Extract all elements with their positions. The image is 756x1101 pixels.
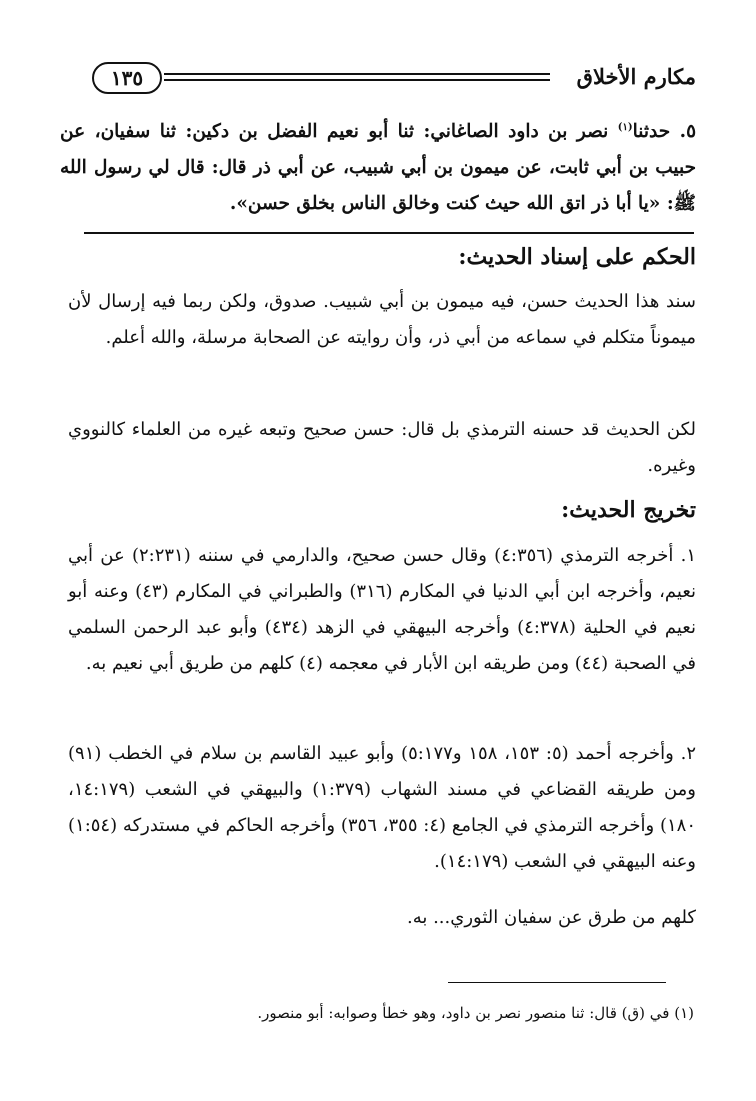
book-title: مكارم الأخلاق bbox=[576, 64, 696, 89]
hadith-line2: عن حبيب بن أبي ثابت، عن ميمون بن أبي شبيب، عن أبي ذر قال: قال لي bbox=[60, 121, 697, 179]
takhrij-item-1: ١. أخرجه الترمذي (٤:٣٥٦) وقال حسن صحيح، والدارمي في سننه (٢:٢٣١) عن أبي نعيم، وأخرجه ابن أبي الدنيا في المكارم (٣١٦) والطبراني في المكارم (٤٣) وعنه أبو نعيم في الحلية (٤:٣٧٨) وأخرجه البيهقي في الزهد (٤٣٤) وأبو عبد الرحمن السلمي في الصحبة (٤٤) ومن طريقه ابن الأبار في معجمه (٤) كلهم من طريق أبي نعيم به. bbox=[68, 545, 697, 674]
hadith-line3: رسول الله ﷺ: «يا أبا ذر اتق الله حيث كنت وخالق الناس بخلق حسن». bbox=[60, 157, 696, 215]
takhrij-closing: كلهم من طرق عن سفيان الثوري... به. bbox=[406, 907, 696, 928]
hadith-line1-post: نصر بن داود الصاغاني: ثنا أبو نعيم الفضل بن دكين: ثنا سفيان، bbox=[94, 121, 609, 143]
footnote-separator bbox=[448, 982, 666, 983]
tirmidhi-grading-paragraph: لكن الحديث قد حسنه الترمذي بل قال: حسن صحيح وتبعه غيره من العلماء كالنووي وغيره. bbox=[68, 419, 696, 476]
page-number-badge: ١٣٥ bbox=[92, 62, 162, 94]
hadith-line1-pre: حدثنا bbox=[632, 121, 671, 143]
footnote: (١) في (ق) قال: ثنا منصور نصر بن داود، وهو خطأ وصوابه: أبو منصور. bbox=[257, 1004, 694, 1022]
hadith-number: ٥. bbox=[679, 121, 696, 143]
header-double-rule bbox=[164, 73, 550, 81]
footnote-ref: (١) bbox=[617, 122, 633, 133]
takhrij-heading: تخريج الحديث: bbox=[561, 497, 696, 523]
hadith-text bbox=[60, 110, 696, 222]
isnad-ruling-heading: الحكم على إسناد الحديث: bbox=[458, 244, 696, 270]
hadith-divider bbox=[84, 232, 694, 234]
takhrij-item-2: ٢. وأخرجه أحمد (٥: ١٥٣، ١٥٨ و٥:١٧٧) وأبو عبيد القاسم بن سلام في الخطب (٩١) ومن طريقه القضاعي في مسند الشهاب (١:٣٧٩) والبيهقي في الشعب (١٤:١٧٩، ١٨٠) وأخرجه الترمذي في الجامع (٤: ٣٥٥، ٣٥٦) وأخرجه الحاكم في مستدركه (١:٥٤) وعنه البيهقي في الشعب (١٤:١٧٩). bbox=[68, 743, 697, 872]
page-header bbox=[92, 62, 696, 96]
isnad-ruling-paragraph: سند هذا الحديث حسن، فيه ميمون بن أبي شبيب. صدوق، ولكن ربما فيه إرسال لأن ميموناً متكلم في سماعه من أبي ذر، وأن روايته عن الصحابة مرسلة، والله أعلم. bbox=[68, 291, 696, 348]
